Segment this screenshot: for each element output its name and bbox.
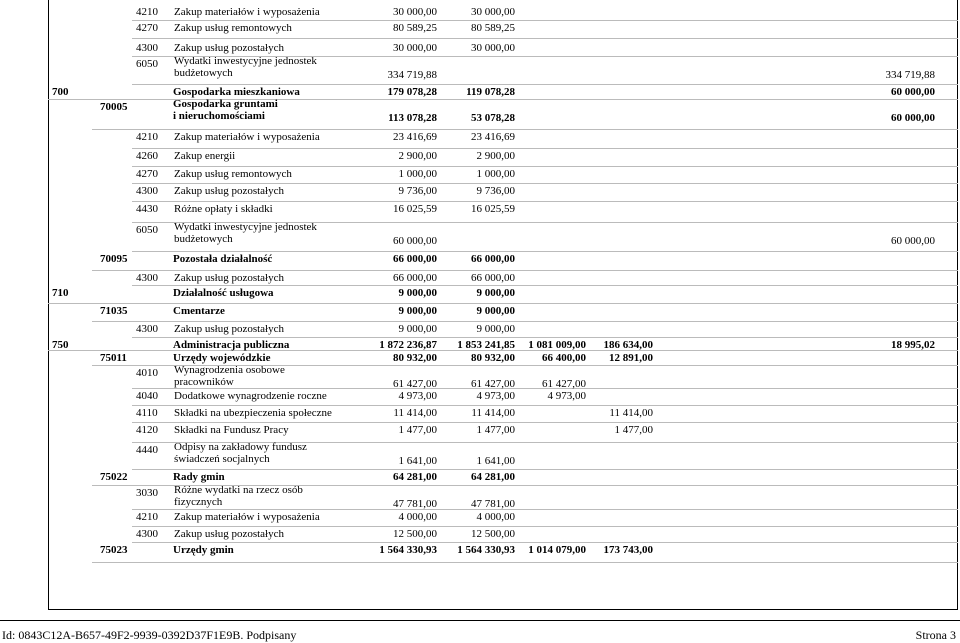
amount-c1: 9 736,00 — [398, 185, 437, 197]
amount-c1: 9 000,00 — [398, 305, 437, 317]
row-name-cont: budżetowych — [174, 233, 233, 245]
row-name: Cmentarze — [173, 305, 225, 317]
amount-c6: 60 000,00 — [891, 235, 935, 247]
paragraph-code: 4300 — [136, 528, 158, 540]
amount-c2: 12 500,00 — [471, 528, 515, 540]
amount-c2: 80 589,25 — [471, 22, 515, 34]
row-divider — [92, 129, 958, 130]
amount-c1: 4 000,00 — [398, 511, 437, 523]
amount-c1: 4 973,00 — [398, 390, 437, 402]
amount-c1: 11 414,00 — [393, 407, 437, 419]
amount-c2: 30 000,00 — [471, 42, 515, 54]
row-name: Wynagrodzenia osobowe — [174, 364, 285, 376]
amount-c4: 1 477,00 — [614, 424, 653, 436]
paragraph-code: 4300 — [136, 323, 158, 335]
row-name: Składki na ubezpieczenia społeczne — [174, 407, 332, 419]
amount-c1: 23 416,69 — [393, 131, 437, 143]
amount-c6: 334 719,88 — [885, 69, 935, 81]
amount-c3: 1 014 079,00 — [528, 544, 586, 556]
row-divider — [132, 183, 958, 184]
row-name: Odpisy na zakładowy fundusz — [174, 441, 307, 453]
chapter-code: 75022 — [100, 471, 128, 483]
row-name: Zakup usług pozostałych — [174, 272, 284, 284]
amount-c2: 2 900,00 — [476, 150, 515, 162]
row-divider — [132, 526, 958, 527]
amount-c2: 9 000,00 — [476, 305, 515, 317]
row-name: Urzędy wojewódzkie — [173, 352, 271, 364]
amount-c1: 80 932,00 — [393, 352, 437, 364]
paragraph-code: 4430 — [136, 203, 158, 215]
amount-c6: 60 000,00 — [891, 86, 935, 98]
paragraph-code: 4270 — [136, 168, 158, 180]
paragraph-code: 4110 — [136, 407, 158, 419]
amount-c4: 173 743,00 — [603, 544, 653, 556]
amount-c1: 179 078,28 — [387, 86, 437, 98]
row-name: Wydatki inwestycyjne jednostek — [174, 55, 317, 67]
row-name: Pozostała działalność — [173, 253, 273, 265]
chapter-code: 70095 — [100, 253, 128, 265]
document-id-text: Id: 0843C12A-B657-49F2-9939-0392D37F1E9B. Podpisany — [2, 628, 297, 642]
amount-c2: 66 000,00 — [471, 253, 515, 265]
chapter-code: 75023 — [100, 544, 128, 556]
amount-c2: 80 932,00 — [471, 352, 515, 364]
row-divider — [132, 251, 958, 252]
amount-c2: 9 000,00 — [476, 323, 515, 335]
table-right-border — [957, 0, 958, 610]
row-name: Gospodarka mieszkaniowa — [173, 86, 300, 98]
paragraph-code: 4210 — [136, 6, 158, 18]
amount-c6: 18 995,02 — [891, 339, 935, 351]
amount-c2: 47 781,00 — [471, 498, 515, 510]
row-name: Zakup materiałów i wyposażenia — [174, 6, 320, 18]
amount-c3: 61 427,00 — [542, 378, 586, 390]
row-name: Zakup materiałów i wyposażenia — [174, 511, 320, 523]
row-divider — [132, 285, 958, 286]
row-name-cont: i nieruchomościami — [173, 110, 265, 122]
amount-c4: 12 891,00 — [609, 352, 653, 364]
amount-c1: 12 500,00 — [393, 528, 437, 540]
paragraph-code: 6050 — [136, 224, 158, 236]
amount-c2: 4 973,00 — [476, 390, 515, 402]
amount-c3: 4 973,00 — [547, 390, 586, 402]
paragraph-code: 4440 — [136, 444, 158, 456]
paragraph-code: 3030 — [136, 487, 158, 499]
amount-c1: 9 000,00 — [398, 323, 437, 335]
amount-c1: 47 781,00 — [393, 498, 437, 510]
table-left-border — [48, 0, 49, 610]
row-name: Różne opłaty i składki — [174, 203, 273, 215]
row-divider — [92, 321, 958, 322]
row-name: Zakup usług pozostałych — [174, 42, 284, 54]
row-name: Składki na Fundusz Pracy — [174, 424, 289, 436]
amount-c1: 1 872 236,87 — [379, 339, 437, 351]
amount-c4: 186 634,00 — [603, 339, 653, 351]
row-name: Działalność usługowa — [173, 287, 274, 299]
amount-c1: 64 281,00 — [393, 471, 437, 483]
row-divider — [132, 422, 958, 423]
row-name-cont: pracowników — [174, 376, 234, 388]
amount-c1: 61 427,00 — [393, 378, 437, 390]
row-divider — [132, 469, 958, 470]
row-name: Zakup usług pozostałych — [174, 323, 284, 335]
amount-c2: 23 416,69 — [471, 131, 515, 143]
amount-c4: 11 414,00 — [609, 407, 653, 419]
chapter-code: 75011 — [100, 352, 127, 364]
paragraph-code: 4040 — [136, 390, 158, 402]
paragraph-code: 4300 — [136, 42, 158, 54]
amount-c1: 1 000,00 — [398, 168, 437, 180]
amount-c1: 9 000,00 — [398, 287, 437, 299]
row-name-cont: budżetowych — [174, 67, 233, 79]
section-code: 700 — [52, 86, 69, 98]
amount-c1: 30 000,00 — [393, 6, 437, 18]
chapter-code: 70005 — [100, 101, 128, 113]
paragraph-code: 4260 — [136, 150, 158, 162]
amount-c3: 66 400,00 — [542, 352, 586, 364]
amount-c2: 1 641,00 — [476, 455, 515, 467]
row-name: Zakup energii — [174, 150, 236, 162]
paragraph-code: 4210 — [136, 131, 158, 143]
amount-c1: 66 000,00 — [393, 253, 437, 265]
amount-c2: 4 000,00 — [476, 511, 515, 523]
paragraph-code: 4210 — [136, 511, 158, 523]
amount-c2: 9 736,00 — [476, 185, 515, 197]
amount-c2: 64 281,00 — [471, 471, 515, 483]
amount-c1: 1 641,00 — [398, 455, 437, 467]
row-divider — [132, 166, 958, 167]
row-name: Zakup usług remontowych — [174, 168, 292, 180]
row-name-cont: fizycznych — [174, 496, 223, 508]
amount-c2: 1 564 330,93 — [457, 544, 515, 556]
amount-c1: 66 000,00 — [393, 272, 437, 284]
footer-divider — [0, 620, 960, 621]
row-divider — [92, 562, 958, 563]
amount-c2: 53 078,28 — [471, 112, 515, 124]
section-code: 710 — [52, 287, 69, 299]
amount-c2: 61 427,00 — [471, 378, 515, 390]
row-name: Wydatki inwestycyjne jednostek — [174, 221, 317, 233]
row-name: Zakup materiałów i wyposażenia — [174, 131, 320, 143]
paragraph-code: 4300 — [136, 272, 158, 284]
row-divider — [132, 84, 958, 85]
paragraph-code: 4270 — [136, 22, 158, 34]
paragraph-code: 6050 — [136, 58, 158, 70]
row-name: Gospodarka gruntami — [173, 98, 278, 110]
amount-c2: 16 025,59 — [471, 203, 515, 215]
page-number: Strona 3 — [915, 628, 956, 642]
amount-c2: 1 477,00 — [476, 424, 515, 436]
amount-c1: 113 078,28 — [388, 112, 437, 124]
row-name-cont: świadczeń socjalnych — [174, 453, 270, 465]
row-divider — [132, 148, 958, 149]
amount-c3: 1 081 009,00 — [528, 339, 586, 351]
row-divider — [48, 303, 958, 304]
chapter-code: 71035 — [100, 305, 128, 317]
amount-c2: 66 000,00 — [471, 272, 515, 284]
row-name: Różne wydatki na rzecz osób — [174, 484, 303, 496]
row-divider — [132, 201, 958, 202]
row-divider — [132, 38, 958, 39]
row-divider — [132, 20, 958, 21]
amount-c1: 1 564 330,93 — [379, 544, 437, 556]
amount-c2: 119 078,28 — [466, 86, 515, 98]
amount-c6: 60 000,00 — [891, 112, 935, 124]
paragraph-code: 4120 — [136, 424, 158, 436]
row-name: Administracja publiczna — [173, 339, 290, 351]
row-name: Zakup usług pozostałych — [174, 528, 284, 540]
paragraph-code: 4010 — [136, 367, 158, 379]
row-divider — [92, 270, 958, 271]
row-name: Rady gmin — [173, 471, 225, 483]
amount-c1: 30 000,00 — [393, 42, 437, 54]
amount-c1: 80 589,25 — [393, 22, 437, 34]
amount-c2: 9 000,00 — [476, 287, 515, 299]
amount-c1: 16 025,59 — [393, 203, 437, 215]
amount-c2: 1 853 241,85 — [457, 339, 515, 351]
row-divider — [132, 405, 958, 406]
row-name: Zakup usług remontowych — [174, 22, 292, 34]
amount-c1: 60 000,00 — [393, 235, 437, 247]
amount-c1: 334 719,88 — [387, 69, 437, 81]
row-name: Dodatkowe wynagrodzenie roczne — [174, 390, 327, 402]
table-bottom-border — [48, 609, 958, 610]
amount-c1: 1 477,00 — [398, 424, 437, 436]
row-divider — [132, 337, 958, 338]
amount-c2: 1 000,00 — [476, 168, 515, 180]
amount-c2: 11 414,00 — [471, 407, 515, 419]
amount-c2: 30 000,00 — [471, 6, 515, 18]
amount-c1: 2 900,00 — [398, 150, 437, 162]
row-name: Urzędy gmin — [173, 544, 234, 556]
section-code: 750 — [52, 339, 69, 351]
row-name: Zakup usług pozostałych — [174, 185, 284, 197]
row-divider — [132, 542, 958, 543]
row-divider — [132, 509, 958, 510]
paragraph-code: 4300 — [136, 185, 158, 197]
